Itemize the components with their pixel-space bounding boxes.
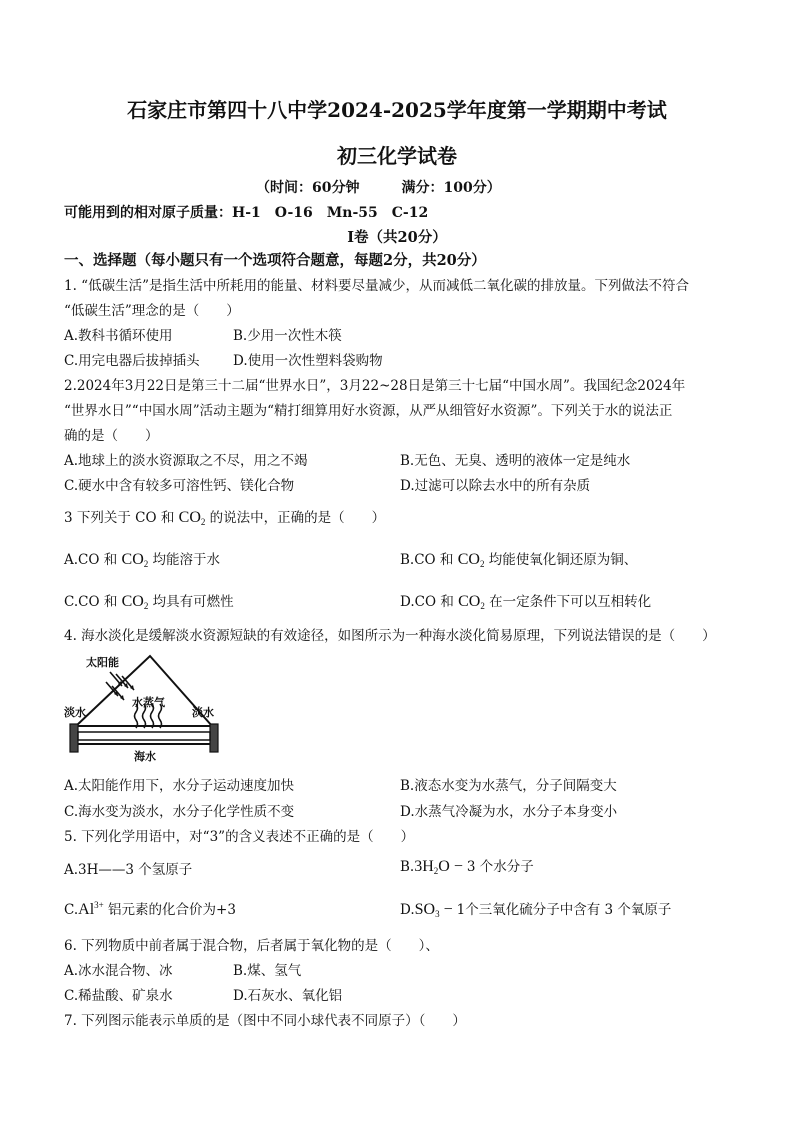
q2-option-a: A.地球上的淡水资源取之不尽，用之不竭 <box>64 453 308 469</box>
q2-option-c: C.硬水中含有较多可溶性钙、镁化合物 <box>64 478 295 494</box>
h2o-formula: $3H_2O$ − <box>414 858 467 876</box>
q7-stem: 7. 下列图示能表示单质的是（图中不同小球代表不同原子）（ ） <box>64 1013 466 1029</box>
desalination-diagram <box>64 652 224 764</box>
q3-option-b: B.CO 和 $CO_2$ 均能使氧化铜还原为铜、 <box>400 551 638 569</box>
q2-stem-line2: “世界水日”“中国水周”活动主题为“精打细算用好水资源，从严从细管好水资源”。下列关于水的说法正 <box>64 403 673 419</box>
q3-stem-prefix: 3 下列关于 CO 和 <box>64 510 179 526</box>
q1-stem-line2: “低碳生活”理念的是（ ） <box>64 303 240 319</box>
q2-stem-line3: 确的是（ ） <box>64 428 159 444</box>
q5-option-c: $C.Al^{3+}$ 铝元素的化合价为+3 <box>64 900 236 918</box>
label-fresh-right: 淡水 <box>192 706 214 719</box>
volume-label: Ⅰ卷（共20分） <box>347 229 447 246</box>
q3-option-d: D.CO 和 $CO_2$ 在一定条件下可以互相转化 <box>400 593 652 611</box>
q5-stem: 5. 下列化学用语中，对“3”的含义表述不正确的是（ ） <box>64 829 415 845</box>
co2-formula: $CO_2$ <box>121 551 149 569</box>
co2-formula: $CO_2$ <box>121 593 149 611</box>
q2-stem-line1: 2.2024年3月22日是第三十二届“世界水日”，3月22~28日是第三十七届“中国水周”。我国纪念2024年 <box>64 378 686 394</box>
q2-option-b: B.无色、无臭、透明的液体一定是纯水 <box>400 453 631 469</box>
q1-stem-line1: 1. “低碳生活”是指生活中所耗用的能量、材料要尽量减少，从而减低二氧化碳的排放量。下列做法不符合 <box>64 278 689 294</box>
q3-stem <box>64 506 385 527</box>
co2-formula: $CO_2$ <box>178 509 206 527</box>
section-heading: 一、选择题（每小题只有一个选项符合题意，每题2分，共20分） <box>64 252 486 269</box>
q4-option-b: B.液态水变为水蒸气，分子间隔变大 <box>400 778 617 794</box>
q4-option-a: A.太阳能作用下，水分子运动速度加快 <box>64 778 295 794</box>
time-score: （时间：60分钟 满分：100分） <box>256 180 501 196</box>
q4-option-c: C.海水变为淡水，水分子化学性质不变 <box>64 804 295 820</box>
atomic-masses: 可能用到的相对原子质量：H-1 O-16 Mn-55 C-12 <box>64 205 429 221</box>
q6-stem: 6. 下列物质中前者属于混合物，后者属于氧化物的是（ ）、 <box>64 938 439 954</box>
q6-option-a: A.冰水混合物、冰 <box>64 963 173 979</box>
q5-option-b: $B.3H_2O - 3$ 个水分子 <box>400 858 534 876</box>
al-ion-formula: $Al^{3+}$ <box>78 900 104 918</box>
so3-formula: $SO_3$ − <box>414 901 457 919</box>
q4-option-d: D.水蒸气冷凝为水，水分子本身变小 <box>400 804 618 820</box>
co2-formula: $CO_2$ <box>457 551 485 569</box>
exam-title: 石家庄市第四十八中学2024-2025学年度第一学期期中考试 <box>127 98 667 122</box>
q5-option-a: A.3H——3 个氢原子 <box>64 862 193 878</box>
q4-stem: 4. 海水淡化是缓解淡水资源短缺的有效途径，如图所示为一种海水淡化简易原理，下列说法错误的是（ ） <box>64 628 716 644</box>
q3-option-c: C.CO 和 $CO_2$ 均具有可燃性 <box>64 593 234 611</box>
q2-option-d: D.过滤可以除去水中的所有杂质 <box>400 478 591 494</box>
q3-option-a: A.CO 和 $CO_2$ 均能溶于水 <box>64 551 221 569</box>
seawater-basin <box>78 732 210 740</box>
left-wall <box>70 724 78 752</box>
q1-option-a: A.教科书循环使用 <box>64 328 173 344</box>
q6-option-c: C.稀盐酸、矿泉水 <box>64 988 173 1004</box>
q6-option-b: B.煤、氢气 <box>233 963 302 979</box>
q3-stem-suffix: 的说法中，正确的是（ ） <box>205 510 386 526</box>
q6-option-d: D.石灰水、氧化铝 <box>233 988 343 1004</box>
label-sun: 太阳能 <box>86 656 119 669</box>
q1-option-d: D.使用一次性塑料袋购物 <box>233 353 383 369</box>
exam-subtitle: 初三化学试卷 <box>337 144 457 168</box>
q1-option-c: C.用完电器后拔掉插头 <box>64 353 200 369</box>
co2-formula: $CO_2$ <box>458 593 485 611</box>
q5-option-d: $D.SO_3 - 1$个三氧化硫分子中含有 3 个氧原子 <box>400 901 672 919</box>
label-sea: 海水 <box>134 750 156 763</box>
label-fresh-left: 淡水 <box>64 706 86 719</box>
q1-option-b: B.少用一次性木筷 <box>233 328 342 344</box>
label-vapor: 水蒸气 <box>132 696 165 709</box>
right-wall <box>210 724 218 752</box>
